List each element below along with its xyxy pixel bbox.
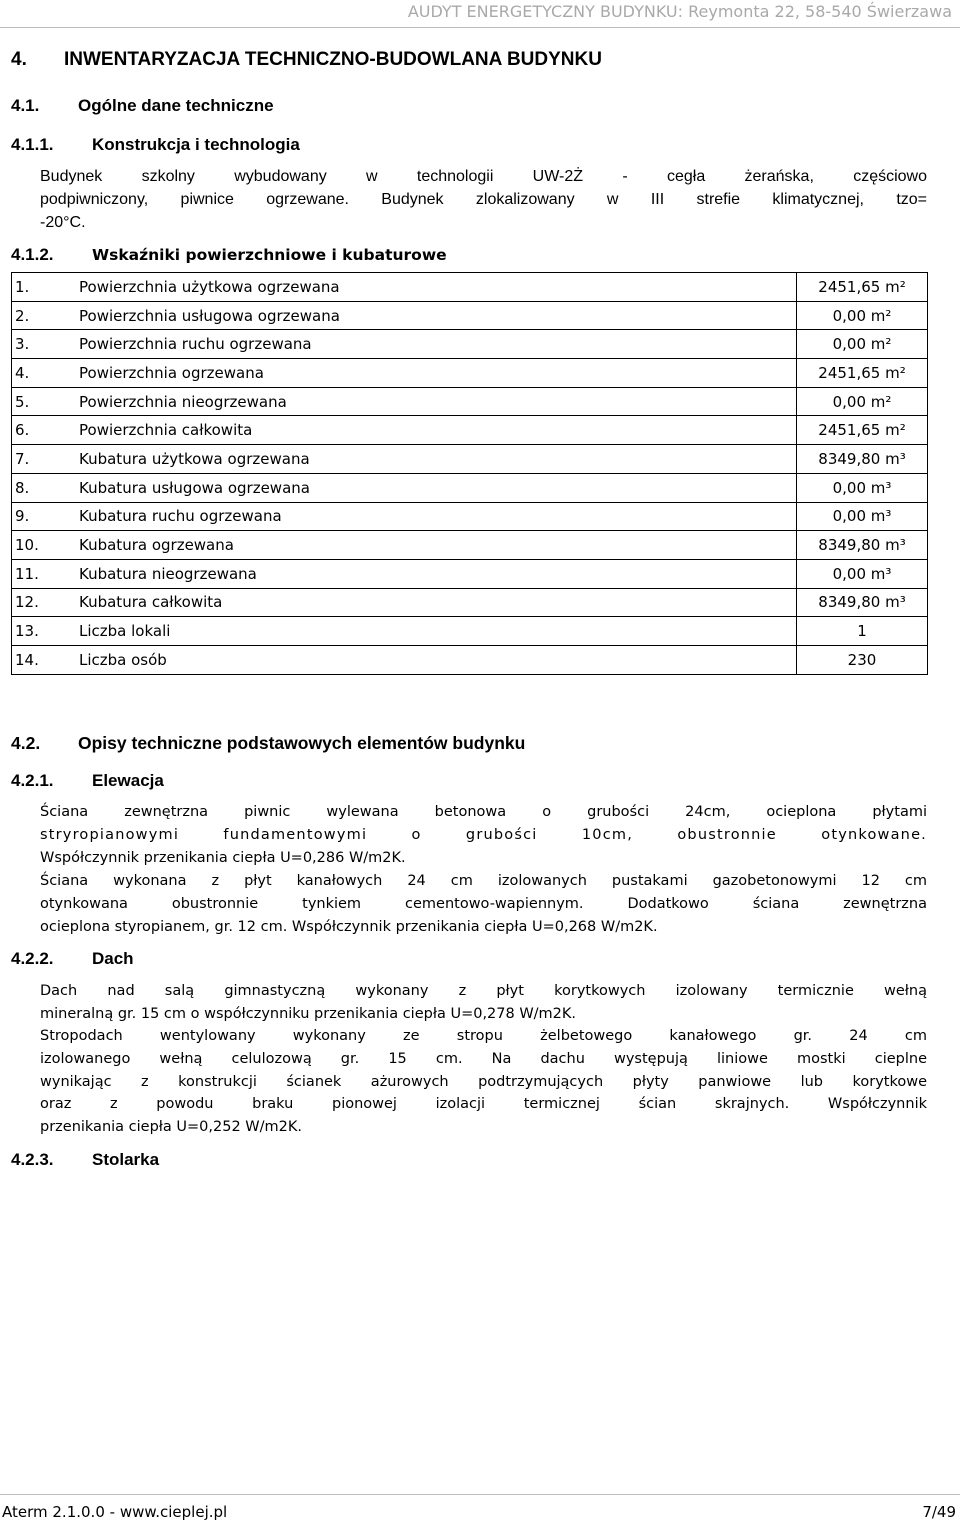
row-number: 4.	[12, 359, 76, 388]
paragraph-line: izolowanego wełną celulozową gr. 15 cm. Na dachu występują liniowe mostki cieplne	[40, 1050, 927, 1067]
row-label: Kubatura całkowita	[75, 588, 797, 617]
subsubsection-number: 4.2.3.	[11, 1150, 54, 1169]
section-number: 4.	[11, 49, 27, 70]
row-number: 9.	[12, 502, 76, 531]
row-value: 0,00 m²	[797, 301, 928, 330]
page-header: AUDYT ENERGETYCZNY BUDYNKU: Reymonta 22, 58-540 Świerzawa	[407, 2, 952, 21]
subsubsection-heading	[11, 245, 447, 265]
paragraph-line: oraz z powodu braku pionowej izolacji termicznej ścian skrajnych. Współczynnik	[40, 1096, 927, 1113]
subsubsection-number: 4.1.2.	[11, 245, 54, 264]
paragraph-line: Dach nad salą gimnastyczną wykonany z płyt korytkowych izolowany termicznie wełną	[40, 983, 927, 999]
section-title: INWENTARYZACJA TECHNICZNO-BUDOWLANA BUDYNKU	[64, 49, 602, 70]
subsubsection-title: Konstrukcja i technologia	[92, 135, 300, 154]
row-number: 8.	[12, 473, 76, 502]
construction-paragraph	[40, 166, 927, 234]
row-value: 8349,80 m³	[797, 531, 928, 560]
paragraph-line: stryropianowymi fundamentowymi o grubości 10cm, obustronnie otynkowane.	[40, 826, 927, 843]
row-label: Kubatura użytkowa ogrzewana	[75, 445, 797, 474]
row-value: 2451,65 m²	[797, 359, 928, 388]
paragraph-line: Ściana wykonana z płyt kanałowych 24 cm izolowanych pustakami gazobetonowymi 12 cm	[40, 873, 927, 889]
row-value: 0,00 m³	[797, 473, 928, 502]
table-row	[12, 502, 928, 531]
page-number: 7/49	[922, 1503, 956, 1521]
row-number: 1.	[12, 273, 76, 302]
row-value: 2451,65 m²	[797, 273, 928, 302]
row-value: 8349,80 m³	[797, 588, 928, 617]
row-value: 0,00 m²	[797, 387, 928, 416]
row-label: Powierzchnia ruchu ogrzewana	[75, 330, 797, 359]
footer-divider	[0, 1494, 960, 1495]
subsection-number: 4.2.	[11, 733, 41, 753]
row-value: 0,00 m³	[797, 502, 928, 531]
table-row	[12, 416, 928, 445]
subsection-title: Opisy techniczne podstawowych elementów budynku	[78, 733, 526, 753]
indicators-table	[11, 272, 928, 675]
table-row	[12, 473, 928, 502]
row-number: 10.	[12, 531, 76, 560]
row-label: Liczba osób	[75, 645, 797, 674]
paragraph-line: mineralną gr. 15 cm o współczynniku przenikania ciepła U=0,278 W/m2K.	[40, 1005, 577, 1022]
row-label: Kubatura usługowa ogrzewana	[75, 473, 797, 502]
subsubsection-title: Stolarka	[92, 1150, 160, 1169]
row-label: Liczba lokali	[75, 617, 797, 646]
table-row	[12, 301, 928, 330]
table-row	[12, 359, 928, 388]
roof-paragraph-1	[40, 980, 927, 1026]
paragraph-line: Ściana zewnętrzna piwnic wylewana betonowa o grubości 24cm, ocieplona płytami	[40, 804, 927, 820]
paragraph-line: podpiwniczony, piwnice ogrzewane. Budynek zlokalizowany w III strefie klimatycznej, tzo=	[40, 190, 927, 208]
row-value: 0,00 m³	[797, 559, 928, 588]
facade-paragraph-1	[40, 801, 927, 869]
subsection-heading	[11, 96, 274, 116]
paragraph-line: Budynek szkolny wybudowany w technologii UW-2Ż - cegła żerańska, częściowo	[40, 168, 927, 185]
paragraph-line: Stropodach wentylowany wykonany ze stropu żelbetowego kanałowego gr. 24 cm	[40, 1028, 927, 1044]
table-row	[12, 559, 928, 588]
row-label: Kubatura ogrzewana	[75, 531, 797, 560]
subsubsection-heading	[11, 1150, 159, 1170]
table-row	[12, 387, 928, 416]
subsection-number: 4.1.	[11, 96, 40, 115]
table-row	[12, 617, 928, 646]
row-number: 2.	[12, 301, 76, 330]
row-label: Powierzchnia nieogrzewana	[75, 387, 797, 416]
table-row	[12, 588, 928, 617]
footer-software: Aterm 2.1.0.0 - www.cieplej.pl	[2, 1503, 228, 1521]
subsection-title: Ogólne dane techniczne	[78, 96, 274, 115]
header-divider	[0, 27, 960, 28]
subsubsection-number: 4.2.2.	[11, 949, 54, 968]
row-label: Kubatura nieogrzewana	[75, 559, 797, 588]
row-number: 13.	[12, 617, 76, 646]
table-row	[12, 330, 928, 359]
row-number: 12.	[12, 588, 76, 617]
row-value: 230	[797, 645, 928, 674]
subsubsection-heading	[11, 949, 134, 969]
subsubsection-title: Wskaźniki powierzchniowe i kubaturowe	[92, 246, 447, 264]
row-number: 7.	[12, 445, 76, 474]
paragraph-line: -20°C.	[40, 213, 86, 231]
paragraph-line: ocieplona styropianem, gr. 12 cm. Współczynnik przenikania ciepła U=0,268 W/m2K.	[40, 918, 658, 935]
row-number: 14.	[12, 645, 76, 674]
section-heading	[11, 49, 602, 71]
facade-paragraph-2	[40, 870, 927, 938]
row-number: 11.	[12, 559, 76, 588]
row-number: 6.	[12, 416, 76, 445]
row-value: 1	[797, 617, 928, 646]
row-label: Powierzchnia całkowita	[75, 416, 797, 445]
row-value: 0,00 m²	[797, 330, 928, 359]
roof-paragraph-2	[40, 1025, 927, 1139]
row-number: 5.	[12, 387, 76, 416]
table-row	[12, 645, 928, 674]
paragraph-line: wynikając z konstrukcji ścianek ażurowych podtrzymujących płyty panwiowe lub korytkowe	[40, 1073, 927, 1090]
paragraph-line: przenikania ciepła U=0,252 W/m2K.	[40, 1119, 302, 1136]
row-label: Powierzchnia użytkowa ogrzewana	[75, 273, 797, 302]
subsubsection-number: 4.2.1.	[11, 771, 54, 790]
row-label: Powierzchnia ogrzewana	[75, 359, 797, 388]
subsubsection-number: 4.1.1.	[11, 135, 54, 154]
row-label: Kubatura ruchu ogrzewana	[75, 502, 797, 531]
row-label: Powierzchnia usługowa ogrzewana	[75, 301, 797, 330]
table-row	[12, 273, 928, 302]
subsubsection-heading	[11, 771, 164, 791]
subsubsection-title: Dach	[92, 949, 134, 968]
row-number: 3.	[12, 330, 76, 359]
paragraph-line: Współczynnik przenikania ciepła U=0,286 W/m2K.	[40, 849, 406, 866]
subsubsection-heading	[11, 135, 300, 155]
subsection-heading	[11, 733, 525, 754]
table-row	[12, 445, 928, 474]
table-row	[12, 531, 928, 560]
row-value: 8349,80 m³	[797, 445, 928, 474]
paragraph-line: otynkowana obustronnie tynkiem cementowo-wapiennym. Dodatkowo ściana zewnętrzna	[40, 895, 927, 912]
row-value: 2451,65 m²	[797, 416, 928, 445]
subsubsection-title: Elewacja	[92, 771, 164, 790]
